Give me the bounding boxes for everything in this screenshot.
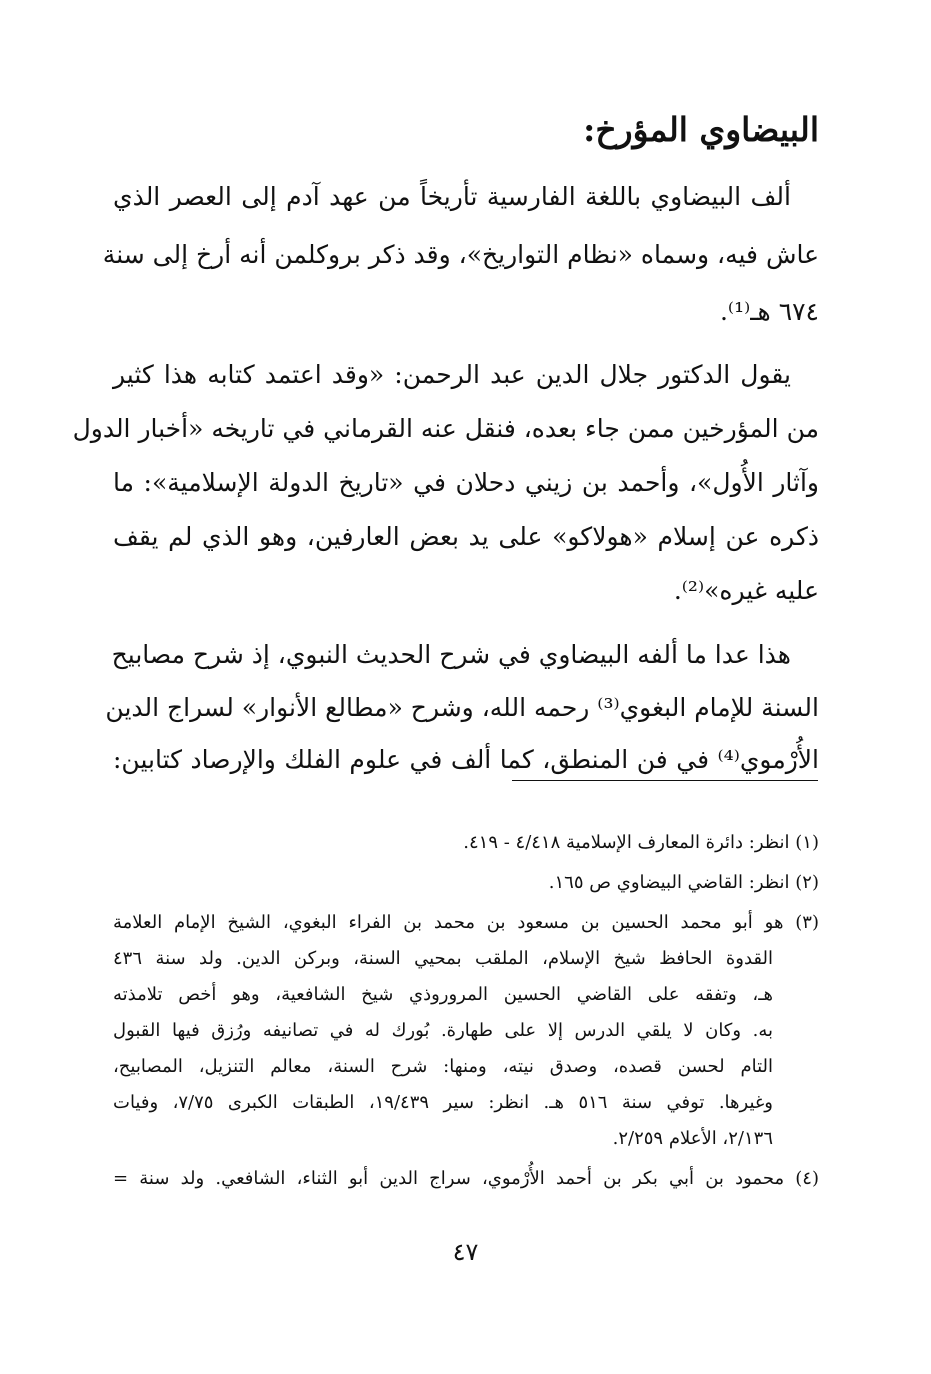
paragraph2-line-3: وآثار الأُول»، وأحمد بن زيني دحلان في «تاريخ الدولة الإسلامية»: ما	[113, 468, 819, 497]
paragraph2-line-1: يقول الدكتور جلال الدين عبد الرحمن: «وقد اعتمد كتابه هذا كثير	[113, 360, 791, 389]
paragraph3-line-2: السنة للإمام البغوي⁽³⁾ رحمه الله، وشرح «مطالع الأنوار» لسراج الدين	[105, 693, 819, 722]
paragraph1-line-2: عاش فيه، وسماه «نظام التواريخ»، وقد ذكر بروكلمن أنه أرخ إلى سنة	[102, 240, 819, 269]
page-number: ٤٧	[452, 1238, 479, 1266]
paragraph1-line-1: ألف البيضاوي باللغة الفارسية تأريخاً من عهد آدم إلى العصر الذي	[113, 182, 791, 211]
footnote-1: (١) انظر: دائرة المعارف الإسلامية ٤/٤١٨ - ٤١٩.	[463, 832, 819, 853]
footnote-3-line-5: التام لحسن قصده، وصدق نيته، ومنها: شرح السنة، معالم التنزيل، المصابيح،	[113, 1056, 773, 1077]
section-heading: البيضاوي المؤرخ:	[583, 110, 819, 149]
paragraph2-line-4: ذكره عن إسلام «هولاكو» على يد بعض العارفين، وهو الذي لم يقف	[113, 522, 819, 551]
footnote-2: (٢) انظر: القاضي البيضاوي ص ١٦٥.	[548, 872, 819, 893]
paragraph1-line-3: ٦٧٤ هـ⁽¹⁾.	[719, 297, 819, 326]
paragraph2-line-5: عليه غيره»⁽²⁾.	[673, 576, 819, 605]
footnote-4: (٤) محمود بن أبي بكر بن أحمد الأُرْموي، سراج الدين أبو الثناء، الشافعي. ولد سنة =	[113, 1168, 819, 1189]
footnote-3-line-6: وغيرها. توفي سنة ٥١٦ هـ. انظر: سير ١٩/٤٣٩، الطبقات الكبرى ٧/٧٥، وفيات	[113, 1092, 773, 1113]
footnote-3-line-3: هـ، وتفقه على القاضي الحسين المروروذي شيخ الشافعية، وهو أخص تلامذته	[113, 984, 773, 1005]
footnote-3-line-7: ٢/١٣٦، الأعلام ٢/٢٥٩.	[612, 1128, 773, 1149]
footnote-3-line-4: به. وكان لا يلقي الدرس إلا على طهارة. بُورك له في تصانيفه ورُزق فيها القبول	[113, 1020, 773, 1041]
footnote-3-line-2: القدوة الحافظ شيخ الإسلام، الملقب بمحيي السنة، وبركن الدين. ولد سنة ٤٣٦	[113, 948, 773, 969]
paragraph3-line-3: الأُرْموي⁽⁴⁾ في فن المنطق، كما ألف في علوم الفلك والإرصاد كتابين:	[113, 745, 819, 774]
paragraph3-line-1: هذا عدا ما ألفه البيضاوي في شرح الحديث النبوي، إذ شرح مصابيح	[111, 640, 791, 669]
footnote-separator	[512, 780, 818, 781]
paragraph2-line-2: من المؤرخين ممن جاء بعده، فنقل عنه القرماني في تاريخه «أخبار الدول	[72, 414, 819, 443]
footnote-3-line-1: (٣) هو أبو محمد الحسين بن مسعود بن محمد بن الفراء البغوي، الشيخ الإمام العلامة	[113, 912, 819, 933]
